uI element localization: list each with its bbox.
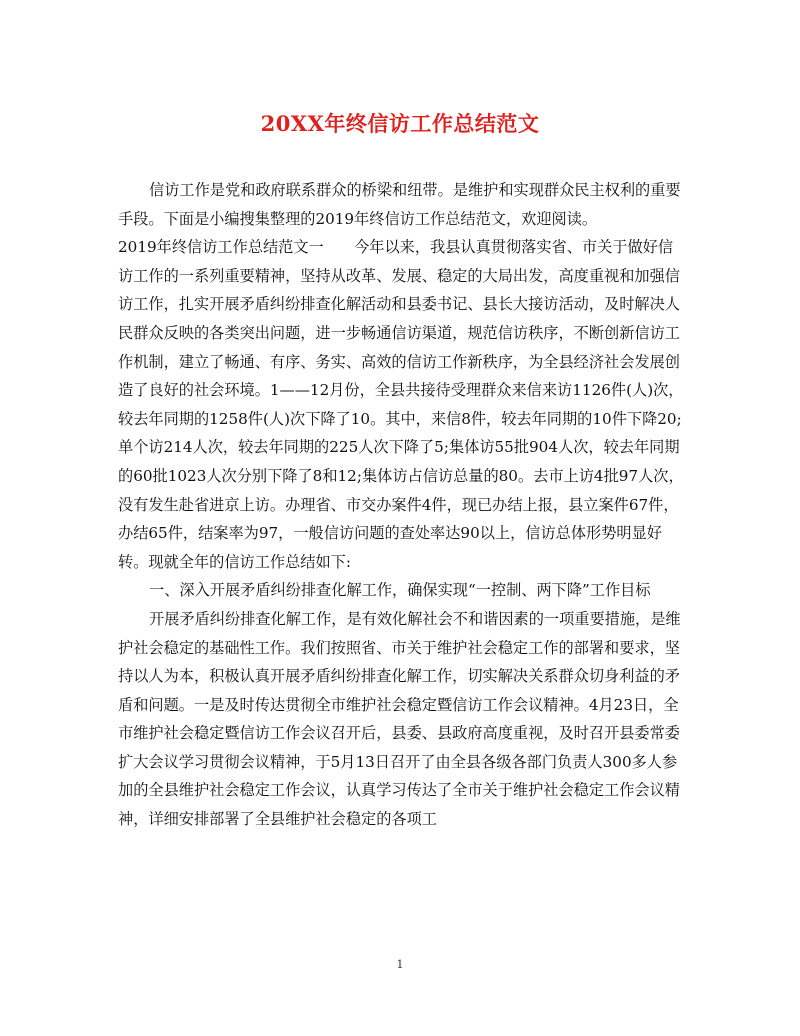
document-title: 20XX年终信访工作总结范文 [260,111,540,136]
section-heading-paragraph: 一、深入开展矛盾纠纷排查化解工作，确保实现“一控制、两下降”工作目标 [149,581,651,600]
summary-paragraph: 2019年终信访工作总结范文一 今年以来，我县认真贯彻落实省、市关于做好信访工作的一系列重要精神，坚持从改革、发展、稳定的大局出发，高度重视和加强信访工作，扎实开展矛盾纠纷排查化解活动和县委书记、县长大接访活动，及时解决人民群众反映的各类突出问题，进一步畅通信访渠道，规范信访秩序，不断创新信访工作机制，建立了畅通、有序、务实、高效的信访工作新秩序，为全县经济社会发展创造了良好的社会环境。1——12月份，全县共接待受理群众来信来访1126件(人)次，较去年同期的1258件(人)次下降了10。其中，来信8件，较去年同期的10件下降20;单个访214人次，较去年同期的225人次下降了5;集体访55批904人次，较去年同期的60批1023人次分别下降了8和12;集体访占信访总量的80。去市上访4批97人次，没有发生赴省进京上访。办理省、市交办案件4件，现已办结上报，县立案件67件，办结65件，结案率为97，一般信访问题的查处率达90以上，信访总体形势明显好转。现就全年的信访工作总结如下: [118,238,684,571]
document-body [118,176,684,834]
page-number: 1 [396,958,404,971]
section-body-paragraph: 开展矛盾纠纷排查化解工作，是有效化解社会不和谐因素的一项重要措施，是维护社会稳定的基础性工作。我们按照省、市关于维护社会稳定工作的部署和要求，坚持以人为本，积极认真开展矛盾纠纷排查化解工作，切实解决关系群众切身利益的矛盾和问题。一是及时传达贯彻全市维护社会稳定暨信访工作会议精神。4月23日，全市维护社会稳定暨信访工作会议召开后，县委、县政府高度重视，及时召开县委常委扩大会议学习贯彻会议精神，于5月13日召开了由全县各级各部门负责人300多人参加的全县维护社会稳定工作会议，认真学习传达了全市关于维护社会稳定工作会议精神，详细安排部署了全县维护社会稳定的各项工 [118,609,681,829]
intro-paragraph: 信访工作是党和政府联系群众的桥梁和纽带。是维护和实现群众民主权利的重要手段。下面是小编搜集整理的2019年终信访工作总结范文，欢迎阅读。 [118,181,681,228]
